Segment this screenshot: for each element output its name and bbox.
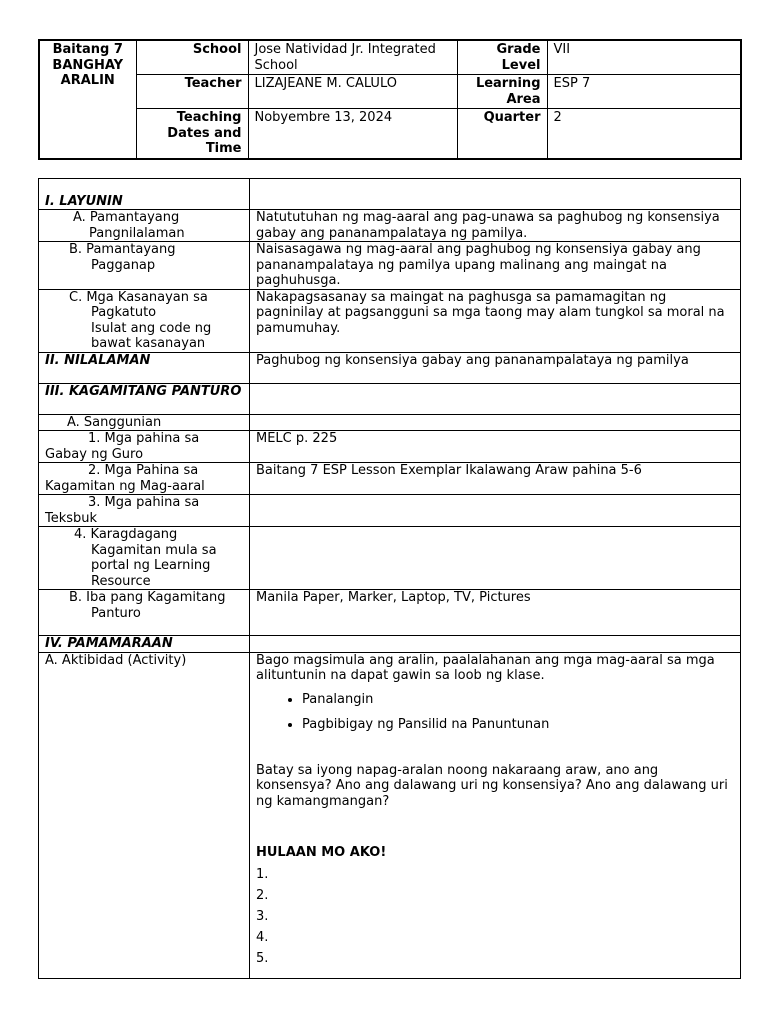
pamantayang-pangnilalaman-label: A. Pamantayang Pangnilalaman [39, 210, 250, 242]
aktibidad-intro: Bago magsimula ang aralin, paalalahanan ang mga mag-aaral sa mga alituntunin na dapat gawin sa loob ng klase. [256, 652, 715, 683]
dates-value: Nobyembre 13, 2024 [248, 109, 457, 159]
area-value: ESP 7 [547, 75, 741, 109]
aktibidad-content [250, 652, 741, 978]
empty-cell [250, 636, 741, 653]
lesson-plan-table [38, 178, 741, 979]
mga-kasanayan-title: C. Mga Kasanayan sa Pagkatuto [69, 289, 208, 320]
list-item: 3. [256, 908, 269, 924]
list-item: • Panalangin [302, 692, 734, 708]
list-item: • Pagbibigay ng Pansilid na Panuntunan [302, 717, 734, 733]
bullet-list [256, 692, 734, 733]
section-nilalaman: II. NILALAMAN [39, 352, 250, 383]
iba-pang-kagamitan-label: B. Iba pang Kagamitang Panturo [39, 590, 250, 636]
gabay-guro-value: MELC p. 225 [250, 431, 741, 463]
mga-kasanayan-label [39, 289, 250, 352]
pamantayang-pagganap-value: Naisasagawa ng mag-aaral ang paghubog ng konsensiya gabay ang pananampalataya ng pamilya upang malinang ang maingat na paghuhusga. [250, 242, 741, 290]
list-item: 4. [256, 929, 269, 945]
section-kagamitang-panturo: III. KAGAMITANG PANTURO [39, 383, 250, 414]
list-item: 1. [256, 866, 269, 882]
kagamitan-magaaral-value: Baitang 7 ESP Lesson Exemplar Ikalawang Araw pahina 5-6 [250, 463, 741, 495]
grade-label: Grade Level [457, 40, 547, 75]
nilalaman-value: Paghubog ng konsensiya gabay ang pananampalataya ng pamilya [250, 352, 741, 383]
aktibidad-question: Batay sa iyong napag-aralan noong nakaraang araw, ano ang konsensya? Ano ang dalawang uri ng konsensiya? Ano ang dalawang uri ng kamangmangan? [256, 762, 728, 809]
mga-kasanayan-value: Nakapagsasanay sa maingat na paghusga sa pamamagitan ng pagninilay at pagsangguni sa mga taong may alam tungkol sa moral na pamumuhay. [250, 289, 741, 352]
kagamitan-magaaral-label: 2. Mga Pahina sa Kagamitan ng Mag-aaral [39, 463, 250, 495]
grade-value: VII [547, 40, 741, 75]
header-table [38, 39, 742, 160]
list-item: 5. [256, 950, 269, 966]
section-layunin: I. LAYUNIN [39, 179, 250, 210]
iba-pang-kagamitan-value: Manila Paper, Marker, Laptop, TV, Pictures [250, 590, 741, 636]
school-value: Jose Natividad Jr. Integrated School [248, 40, 457, 75]
gabay-guro-label: 1. Mga pahina sa Gabay ng Guro [39, 431, 250, 463]
pamantayang-pangnilalaman-value: Natututuhan ng mag-aaral ang pag-unawa sa paghubog ng konsensiya gabay ang pananampalataya ng pamilya. [250, 210, 741, 242]
pamantayang-pagganap-label: B. Pamantayang Pagganap [39, 242, 250, 290]
list-item: 2. [256, 887, 269, 903]
school-label: School [136, 40, 248, 75]
empty-cell [250, 383, 741, 414]
sanggunian-label: A. Sanggunian [39, 414, 250, 431]
empty-cell [250, 414, 741, 431]
dates-label: Teaching Dates and Time [136, 109, 248, 159]
code-instruction: Isulat ang code ng bawat kasanayan [91, 320, 212, 351]
teksbuk-label: 3. Mga pahina sa Teksbuk [39, 495, 250, 527]
teacher-value: LIZAJEANE M. CALULO [248, 75, 457, 109]
numbered-list [256, 867, 734, 967]
area-label: Learning Area [457, 75, 547, 109]
teacher-label: Teacher [136, 75, 248, 109]
empty-cell [250, 179, 741, 210]
karagdagang-kagamitan-label: 4. Karagdagang Kagamitan mula sa portal ng Learning Resource [39, 527, 250, 590]
quarter-label: Quarter [457, 109, 547, 159]
section-pamamaraan: IV. PAMAMARAAN [39, 636, 250, 653]
empty-cell [250, 495, 741, 527]
empty-cell [250, 527, 741, 590]
plan-title: Baitang 7 BANGHAY ARALIN [39, 40, 136, 159]
quarter-value: 2 [547, 109, 741, 159]
aktibidad-label: A. Aktibidad (Activity) [39, 652, 250, 978]
huluan-heading: HULAAN MO AKO! [256, 845, 387, 860]
